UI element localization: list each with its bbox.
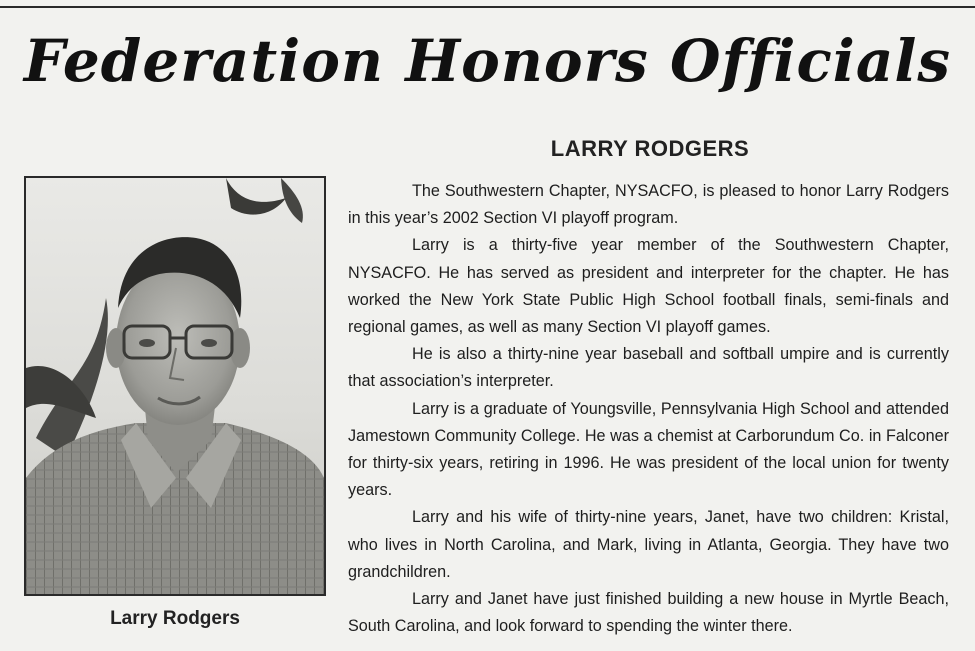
top-rule [0,6,975,8]
article-paragraph: The Southwestern Chapter, NYSACFO, is pleased to honor Larry Rodgers in this year’s 2002 Section VI playoff program. [348,182,949,228]
article-paragraph: Larry and his wife of thirty-nine years, Janet, have two children: Kristal, who lives in North Carolina, and Mark, living in Atlanta, Georgia. They have two grandchildren. [348,508,949,581]
article-body [348,178,949,640]
article-paragraph: He is also a thirty-nine year baseball and softball umpire and is currently that association’s interpreter. [348,345,949,391]
article-title: LARRY RODGERS [550,136,750,161]
page-headline: Federation Honors Officials [23,27,952,95]
photo-caption: Larry Rodgers [110,608,240,629]
article-paragraph: Larry and Janet have just finished building a new house in Myrtle Beach, South Carolina, and look forward to spending the winter there. [348,590,949,636]
portrait-photo [24,176,326,596]
portrait-illustration [26,178,324,594]
article-paragraph: Larry is a graduate of Youngsville, Pennsylvania High School and attended Jamestown Community College. He was a chemist at Carborundum Co. in Falconer for thirty-six years, retiring in 1996. He was president of the local union for twenty years. [348,399,949,500]
article-paragraph: Larry is a thirty-five year member of the Southwestern Chapter, NYSACFO. He has served as president and interpreter for the chapter. He has worked the New York State Public High School football finals, semi-finals and regional games, as well as many Section VI playoff games. [348,236,949,337]
